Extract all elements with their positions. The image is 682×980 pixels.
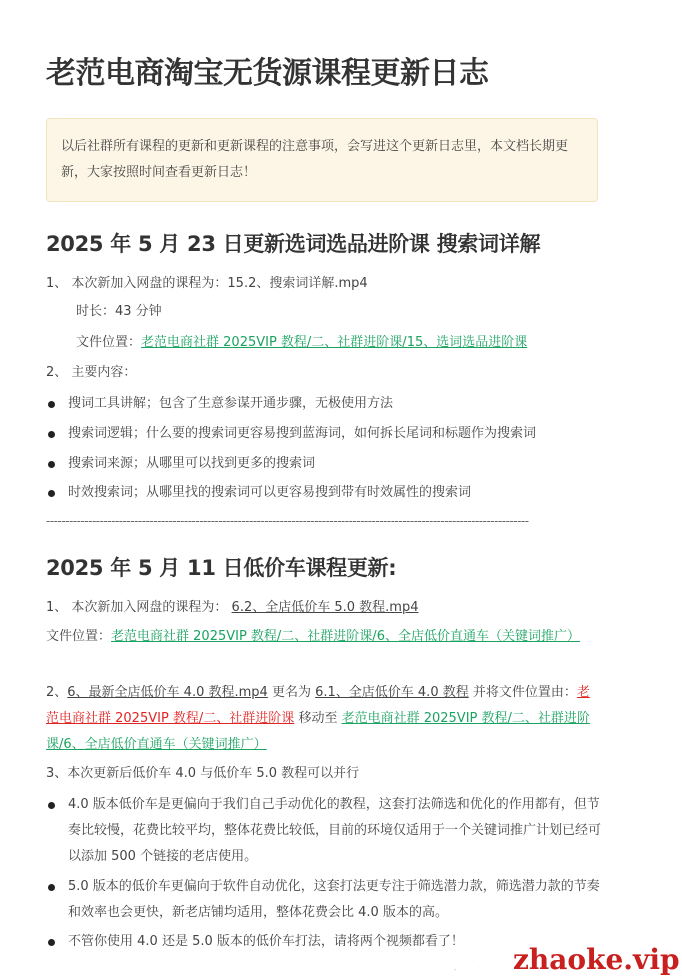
s1-item-2: 2、 主要内容： <box>46 365 137 380</box>
section-divider: ------------------------------------------------------------------------------------------------------------------------------ <box>46 514 529 528</box>
bullet-dot <box>48 490 55 497</box>
s2-location-link[interactable]: 老范电商社群 2025VIP 教程/二、社群进阶课/6、全店低价直通车（关键词推广） <box>111 629 580 644</box>
s1-location <box>76 333 527 353</box>
s2-item-1: 1、 本次新加入网盘的课程为： 6.2、全店低价车 5.0 教程.mp4 <box>46 600 419 615</box>
bullet-dot <box>48 939 55 946</box>
s1-bullet: 时效搜索词；从哪里找的搜索词可以更容易搜到带有时效属性的搜索词 <box>46 480 602 506</box>
s2-location-label: 文件位置： <box>46 629 112 644</box>
watermark-en: zhaoke.vip <box>513 943 680 976</box>
section-heading-0511: 2025 年 5 月 11 日低价车课程更新: <box>46 556 397 580</box>
s2-item-3: 3、本次更新后低价车 4.0 与低价车 5.0 教程可以并行 <box>46 766 360 781</box>
watermark-cn: 找课网 <box>432 946 508 976</box>
s1-item-1: 1、 本次新加入网盘的课程为：15.2、搜索词详解.mp4 <box>46 276 368 291</box>
bullet-dot <box>48 884 55 891</box>
s1-location-link[interactable]: 老范电商社群 2025VIP 教程/二、社群进阶课/15、选词选品进阶课 <box>141 335 528 350</box>
bullet-dot <box>48 401 55 408</box>
s2-from-link[interactable]: 老范电商社群 2025VIP 教程/二、社群进阶课 <box>46 685 590 726</box>
s1-bullet: 搜索词逻辑；什么要的搜索词更容易搜到蓝海词，如何拆长尾词和标题作为搜索词 <box>46 421 602 447</box>
s2-bullet: 不管你使用 4.0 还是 5.0 版本的低价车打法，请将两个视频都看了！ <box>46 929 602 955</box>
s2-item-2: 2、6、最新全店低价车 4.0 教程.mp4 更名为 6.1、全店低价车 4.0 教程 并将文件位置由：老范电商社群 2025VIP 教程/二、社群进阶课 移动至 老范电商社群 2025VIP 教程/二、社群进阶课/6、全店低价直通车（关键词推广） <box>46 685 590 752</box>
bullet-dot <box>48 802 55 809</box>
s2-location <box>46 624 602 650</box>
notice-box: 以后社群所有课程的更新和更新课程的注意事项，会写进这个更新日志里，本文档长期更新，大家按照时间查看更新日志！ <box>46 118 598 202</box>
site-watermark <box>432 940 680 978</box>
section-heading-0523: 2025 年 5 月 23 日更新选词选品进阶课 搜索词详解 <box>46 232 541 256</box>
s1-location-label: 文件位置： <box>76 335 142 350</box>
s2-new-file: 6.1、全店低价车 4.0 教程 <box>315 685 469 700</box>
s1-bullet: 搜索词来源；从哪里可以找到更多的搜索词 <box>46 451 602 477</box>
s1-bullet: 搜词工具讲解；包含了生意参谋开通步骤，无极使用方法 <box>46 391 602 417</box>
s2-item-1-file: 6.2、全店低价车 5.0 教程.mp4 <box>231 600 419 615</box>
page-title: 老范电商淘宝无货源课程更新日志 <box>46 56 489 91</box>
bullet-dot <box>48 461 55 468</box>
s2-bullet: 5.0 版本的低价车更偏向于软件自动优化，这套打法更专注于筛选潜力款，筛选潜力款的节奏和效率也会更快，新老店铺均适用，整体花费会比 4.0 版本的高。 <box>46 874 602 926</box>
bullet-dot <box>48 431 55 438</box>
s2-to-link[interactable]: 老范电商社群 2025VIP 教程/二、社群进阶课/6、全店低价直通车（关键词推广） <box>46 711 590 752</box>
s1-duration: 时长：43 分钟 <box>76 304 162 319</box>
s2-bullet: 4.0 版本低价车是更偏向于我们自己手动优化的教程，这套打法筛选和优化的作用都有，但节奏比较慢，花费比较平均，整体花费比较低，目前的环境仅适用于一个关键词推广计划已经可以添加 500 个链接的老店使用。 <box>46 792 602 870</box>
s2-old-file: 6、最新全店低价车 4.0 教程.mp4 <box>67 685 268 700</box>
